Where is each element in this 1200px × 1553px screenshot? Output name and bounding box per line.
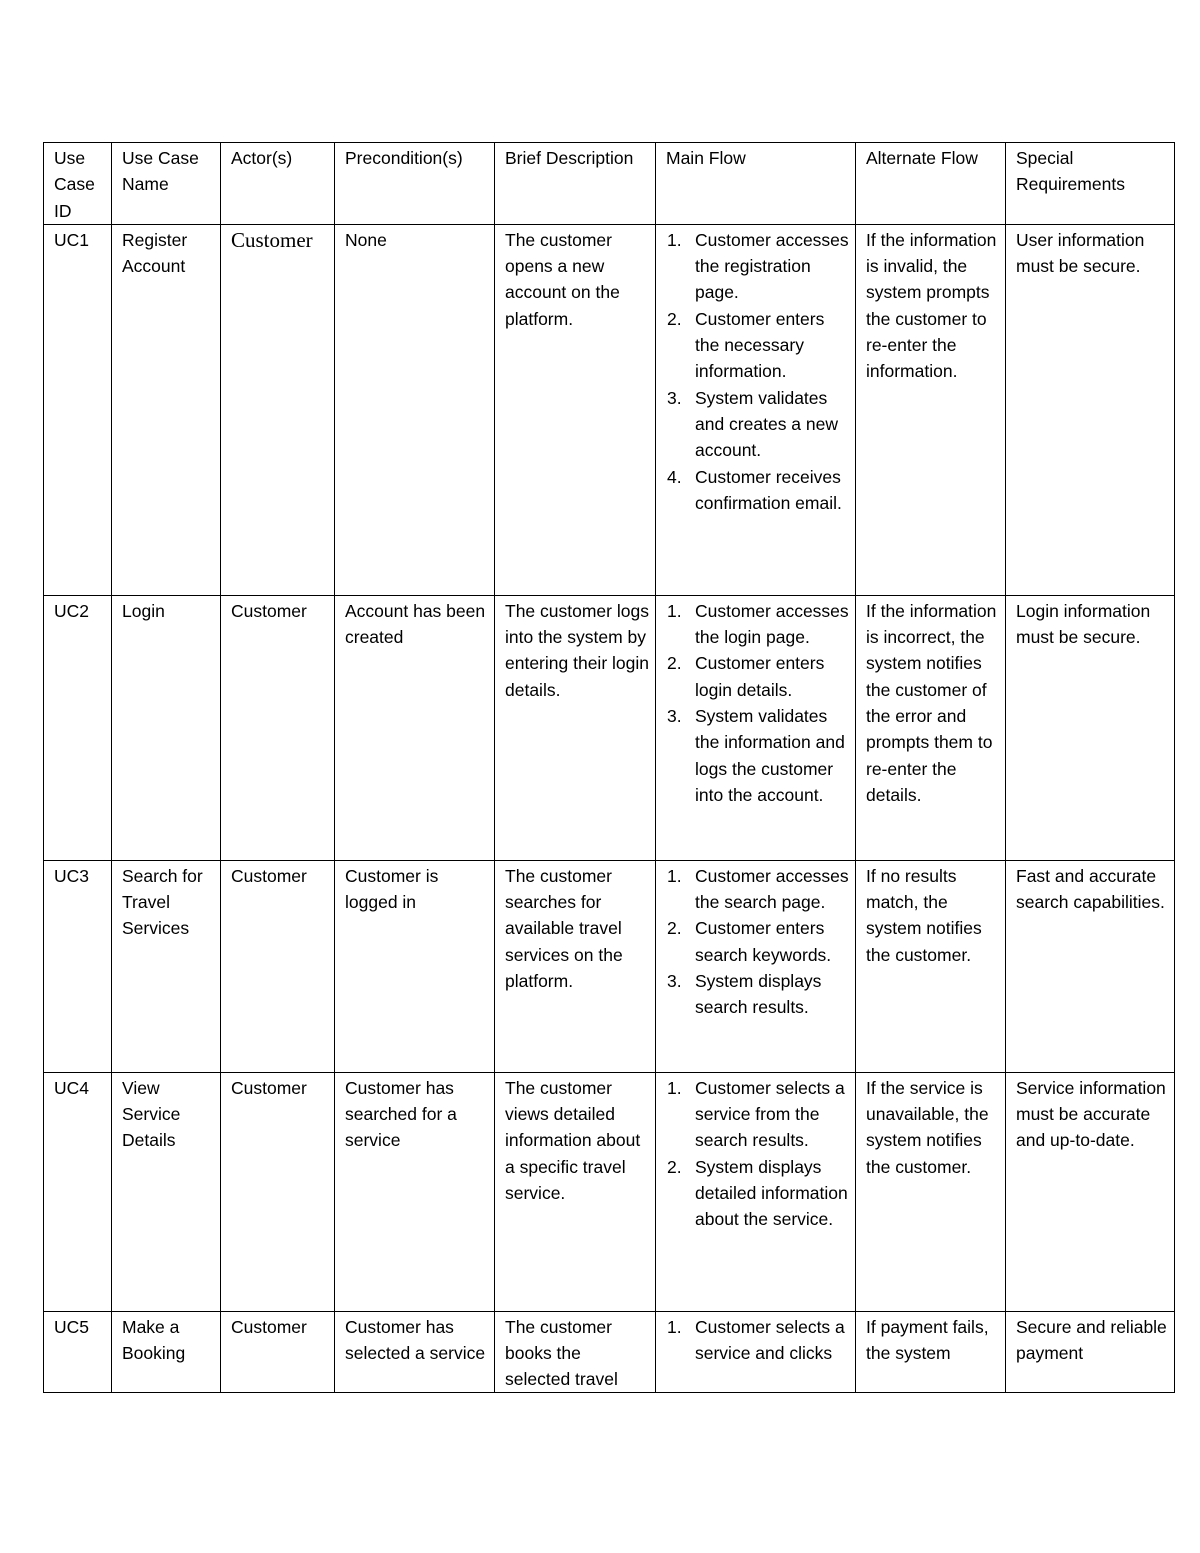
use-case-name: Make a Booking [122, 1316, 186, 1364]
main-flow-step [666, 385, 849, 464]
brief-description: The customer opens a new account on the platform. [505, 229, 620, 329]
step-text: System validates and creates a new account. [695, 387, 839, 461]
main-flow-step [666, 464, 849, 517]
main-flow [666, 863, 849, 1070]
use-case-name: Register Account [122, 229, 188, 277]
actor: Customer [231, 865, 307, 886]
header-preconditions: Precondition(s) [335, 143, 495, 225]
main-flow-step [666, 1075, 849, 1154]
step-number: 2. [667, 918, 682, 939]
step-number: 1. [667, 1077, 682, 1098]
brief-description: The customer books the selected travel [505, 1316, 618, 1390]
actor: Customer [231, 600, 307, 621]
step-text: Customer accesses the login page. [695, 600, 849, 648]
step-text: Customer enters search keywords. [695, 918, 832, 965]
main-flow-step [666, 863, 849, 916]
step-text: Customer receives confirmation email. [695, 466, 842, 513]
main-flow-list [666, 1314, 849, 1367]
table-row [44, 224, 1175, 595]
step-number: 3. [667, 971, 682, 992]
use-case-id: UC1 [54, 229, 90, 250]
precondition: Account has been created [345, 600, 486, 648]
table-row [44, 860, 1175, 1072]
step-text: Customer selects a service from the search results. [695, 1077, 845, 1151]
main-flow-list [666, 598, 849, 808]
use-case-name: Login [122, 600, 165, 621]
alternate-flow: If payment fails, the system [866, 1316, 989, 1364]
use-case-table [43, 142, 1175, 1393]
header-use-case-name: Use Case Name [112, 143, 221, 225]
header-actors: Actor(s) [221, 143, 335, 225]
use-case-name: View Service Details [122, 1077, 181, 1151]
alternate-flow: If the information is incorrect, the system notifies the customer of the error and prompts them to re-enter the details. [866, 600, 997, 805]
header-main-flow: Main Flow [656, 143, 856, 225]
step-text: Customer accesses the search page. [695, 865, 849, 913]
main-flow-step [666, 306, 849, 385]
step-text: Customer enters the necessary information. [695, 308, 825, 382]
main-flow-step [666, 1154, 849, 1233]
special-requirements: Service information must be accurate and up-to-date. [1016, 1077, 1166, 1151]
main-flow [666, 1075, 849, 1309]
step-number: 1. [667, 229, 682, 250]
step-number: 1. [667, 1316, 682, 1337]
step-number: 3. [667, 706, 682, 727]
step-number: 4. [667, 466, 682, 487]
table-row [44, 1311, 1175, 1392]
brief-description: The customer views detailed information about a specific travel service. [505, 1077, 641, 1204]
precondition: Customer has searched for a service [345, 1077, 457, 1151]
main-flow-list [666, 863, 849, 1021]
alternate-flow: If no results match, the system notifies the customer. [866, 865, 982, 965]
step-number: 1. [667, 600, 682, 621]
header-special-requirements: Special Requirements [1006, 143, 1175, 225]
step-number: 2. [667, 308, 682, 329]
use-case-id: UC4 [54, 1077, 90, 1098]
special-requirements: Fast and accurate search capabilities. [1016, 865, 1165, 913]
main-flow-list [666, 227, 849, 516]
header-brief-description: Brief Description [495, 143, 656, 225]
precondition: None [345, 229, 387, 250]
alternate-flow: If the information is invalid, the system prompts the customer to re-enter the information. [866, 229, 997, 382]
special-requirements: Login information must be secure. [1016, 600, 1151, 648]
header-alternate-flow: Alternate Flow [856, 143, 1006, 225]
step-text: Customer enters login details. [695, 653, 825, 700]
step-text: System validates the information and logs the customer into the account. [695, 706, 845, 805]
table-row [44, 1072, 1175, 1311]
step-number: 2. [667, 653, 682, 674]
brief-description: The customer logs into the system by entering their login details. [505, 600, 649, 700]
main-flow-step [666, 227, 849, 306]
actor: Customer [231, 1316, 307, 1337]
main-flow-step [666, 650, 849, 703]
special-requirements: Secure and reliable payment [1016, 1316, 1167, 1364]
main-flow-step [666, 968, 849, 1021]
precondition: Customer has selected a service [345, 1316, 486, 1364]
use-case-name: Search for Travel Services [122, 865, 203, 939]
main-flow-step [666, 703, 849, 808]
step-number: 3. [667, 387, 682, 408]
step-text: System displays search results. [695, 971, 822, 1018]
step-text: Customer selects a service and clicks [695, 1316, 845, 1364]
main-flow [666, 1314, 849, 1390]
alternate-flow: If the service is unavailable, the system notifies the customer. [866, 1077, 989, 1177]
table-row [44, 595, 1175, 860]
special-requirements: User information must be secure. [1016, 229, 1145, 277]
actor: Customer [231, 1077, 307, 1098]
header-use-case-id: Use Case ID [44, 143, 112, 225]
step-text: Customer accesses the registration page. [695, 229, 849, 303]
precondition: Customer is logged in [345, 865, 439, 913]
step-text: System displays detailed information about the service. [695, 1156, 848, 1230]
step-number: 1. [667, 865, 682, 886]
use-case-id: UC2 [54, 600, 90, 621]
brief-description: The customer searches for available travel services on the platform. [505, 865, 623, 992]
use-case-id: UC3 [54, 865, 90, 886]
main-flow [666, 598, 849, 858]
main-flow-step [666, 598, 849, 651]
main-flow-step [666, 915, 849, 968]
table-header-row [44, 143, 1175, 225]
use-case-id: UC5 [54, 1316, 90, 1337]
actor: Customer [231, 227, 313, 252]
step-number: 2. [667, 1156, 682, 1177]
main-flow-step [666, 1314, 849, 1367]
main-flow-list [666, 1075, 849, 1233]
main-flow [666, 227, 849, 593]
